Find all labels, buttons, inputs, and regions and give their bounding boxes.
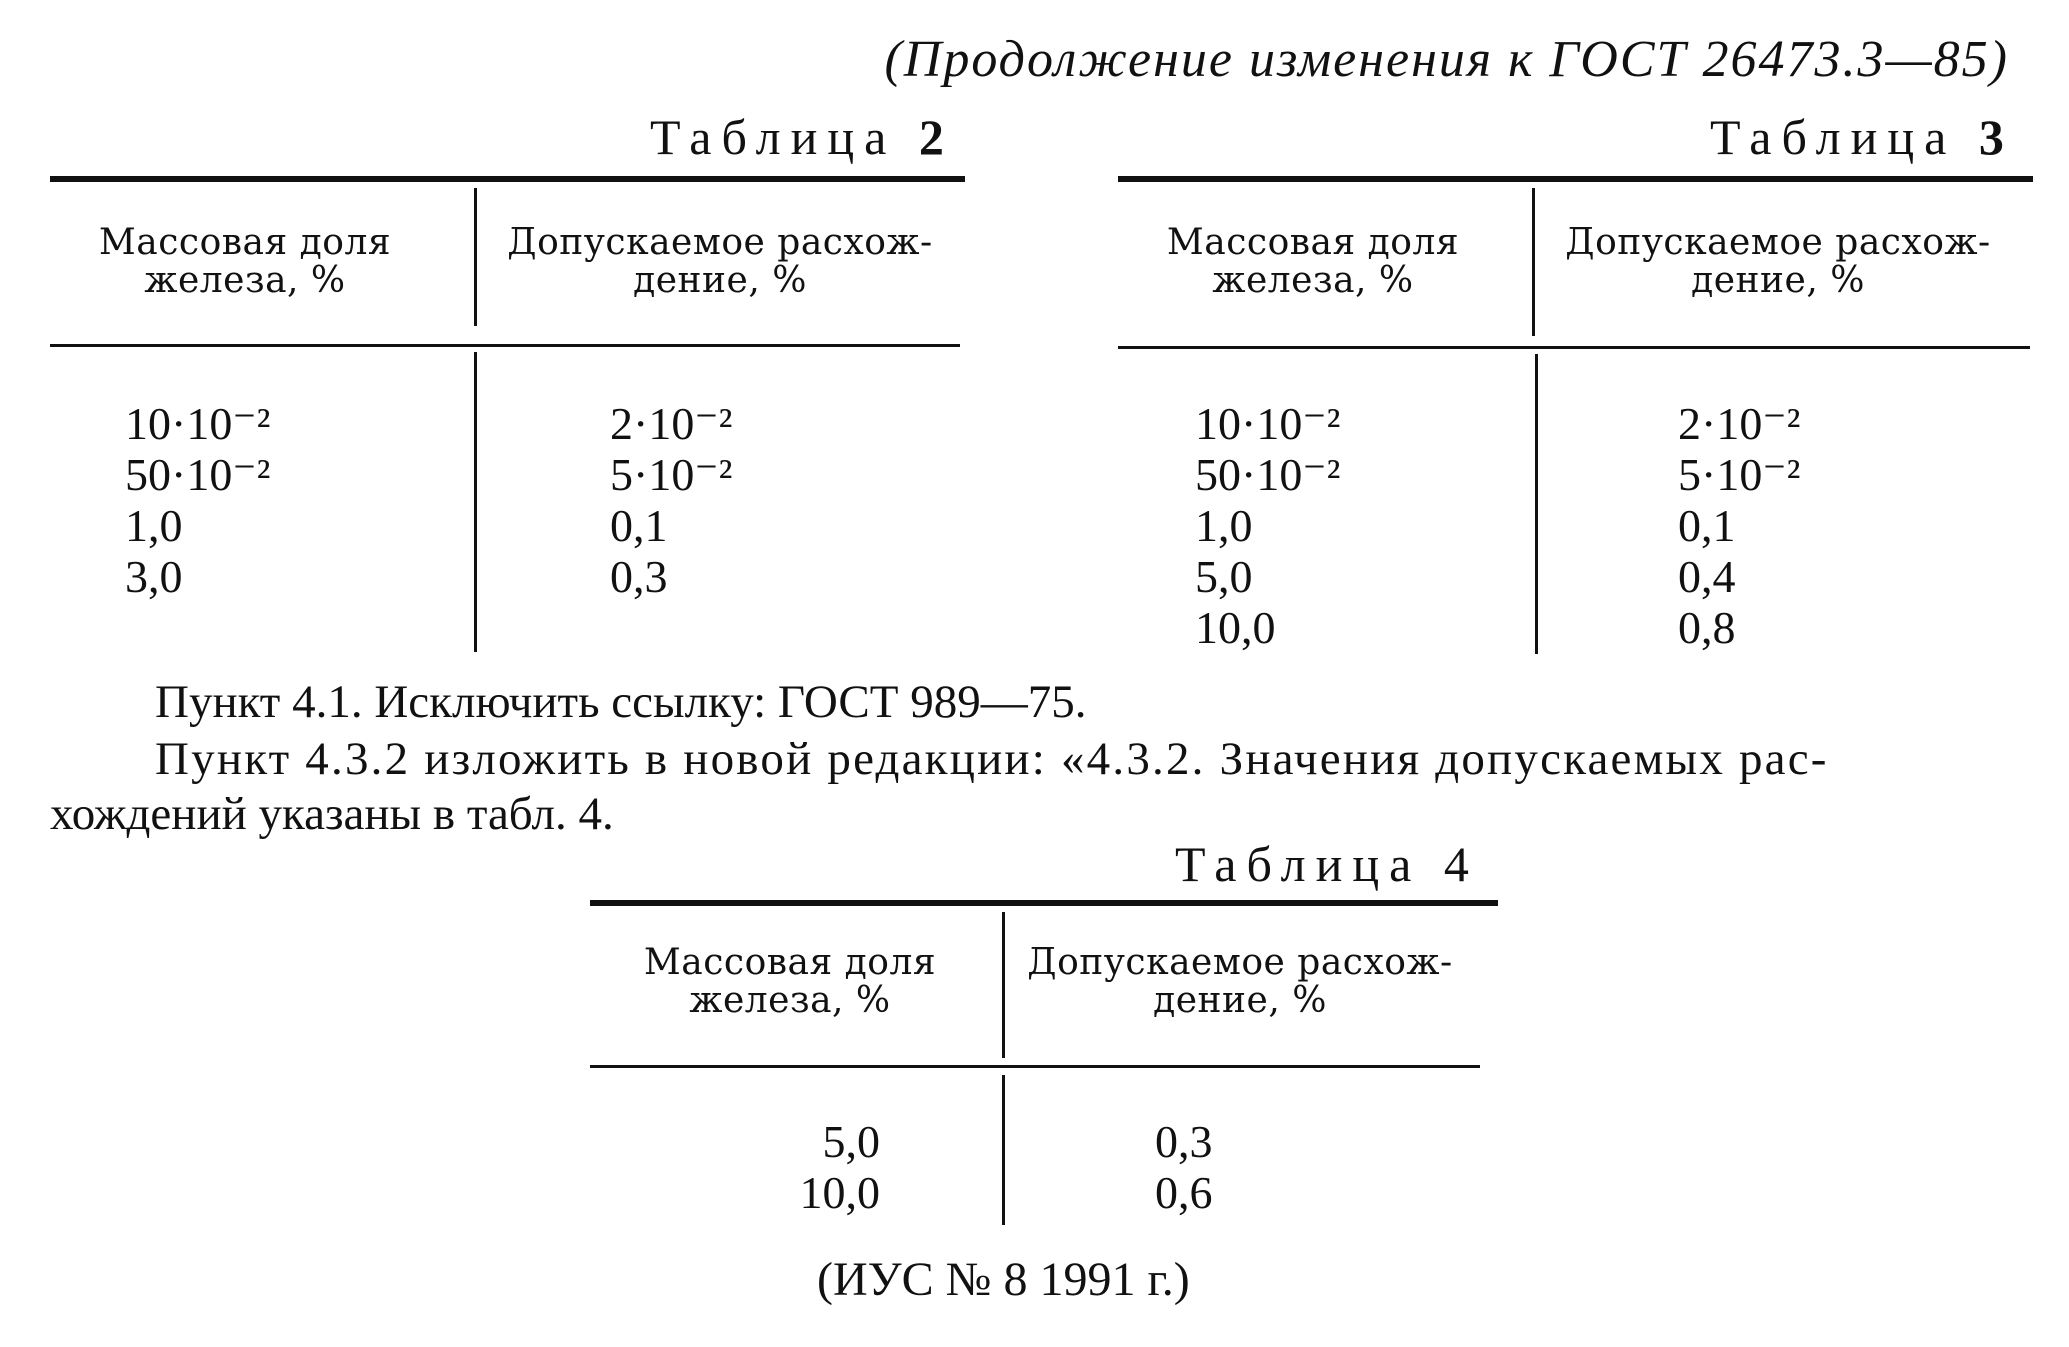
table-cell: 1,0 — [125, 500, 183, 551]
continuation-header: (Продолжение изменения к ГОСТ 26473.3—85) — [884, 31, 2009, 88]
table-cell: 10,0 — [1195, 602, 1276, 653]
table-cell: 50·10⁻² — [125, 449, 271, 500]
column-divider — [474, 352, 477, 652]
table-caption-number: 2 — [918, 109, 954, 165]
col1-header: Массовая доля железа, % — [98, 222, 392, 301]
col2-values — [1155, 1116, 1213, 1218]
table-cell: 0,3 — [610, 551, 668, 602]
col1-values — [700, 1116, 880, 1218]
col2-header: Допускаемое расхож-дение, % — [1027, 942, 1453, 1021]
col1-header: Массовая доля железа, % — [643, 942, 937, 1021]
table-top-rule — [1118, 176, 2033, 182]
table-caption-number: 4 — [1443, 836, 1479, 892]
table-cell: 0,4 — [1678, 551, 1736, 602]
paragraph-4-3-2-line2: хождений указаны в табл. 4. — [50, 788, 614, 840]
column-divider — [1535, 354, 1538, 654]
table-2 — [50, 176, 965, 656]
header-rule — [50, 344, 960, 347]
source-reference: (ИУС № 8 1991 г.) — [817, 1253, 1190, 1306]
table-cell: 2·10⁻² — [610, 398, 733, 449]
table-caption-word: Таблица — [650, 109, 897, 165]
table-cell: 10·10⁻² — [125, 398, 271, 449]
column-divider — [1002, 1075, 1005, 1225]
col2-header: Допускаемое расхож-дение, % — [1565, 222, 1991, 301]
table-caption-word: Таблица — [1175, 836, 1422, 892]
table-cell: 0,8 — [1678, 602, 1736, 653]
table-2-caption — [650, 108, 954, 166]
header-rule — [1118, 346, 2030, 349]
table-3 — [1118, 176, 2033, 656]
table-cell: 5·10⁻² — [610, 449, 733, 500]
table-cell: 0,6 — [1155, 1167, 1213, 1218]
col1-values — [125, 398, 270, 602]
table-cell: 2·10⁻² — [1678, 398, 1801, 449]
table-cell: 0,3 — [1155, 1116, 1213, 1167]
table-cell: 5,0 — [822, 1116, 880, 1167]
column-divider — [474, 188, 477, 326]
paragraph-4-3-2-line1: Пункт 4.3.2 изложить в новой редакции: «4.3.2. Значения допускаемых рас- — [155, 733, 1829, 785]
table-caption-number: 3 — [1978, 109, 2014, 165]
header-rule — [590, 1065, 1480, 1068]
table-cell: 10·10⁻² — [1195, 398, 1341, 449]
table-cell: 0,1 — [1678, 500, 1736, 551]
col1-values — [1195, 398, 1340, 653]
table-3-caption — [1710, 108, 2014, 166]
table-top-rule — [50, 176, 965, 182]
column-divider — [1002, 912, 1005, 1058]
col1-header: Массовая доля железа, % — [1166, 222, 1460, 301]
column-divider — [1532, 188, 1535, 336]
table-cell: 5,0 — [1195, 551, 1253, 602]
table-cell: 1,0 — [1195, 500, 1253, 551]
table-cell: 0,1 — [610, 500, 668, 551]
col2-header: Допускаемое расхож-дение, % — [507, 222, 933, 301]
table-4 — [590, 900, 1502, 1230]
table-top-rule — [590, 900, 1498, 906]
table-4-caption — [1175, 835, 1479, 893]
paragraph-4-1: Пункт 4.1. Исключить ссылку: ГОСТ 989—75. — [155, 676, 1087, 728]
table-cell: 50·10⁻² — [1195, 449, 1341, 500]
table-cell: 10,0 — [799, 1167, 880, 1218]
table-cell: 3,0 — [125, 551, 183, 602]
table-cell: 5·10⁻² — [1678, 449, 1801, 500]
col2-values — [610, 398, 732, 602]
col2-values — [1678, 398, 1800, 653]
table-caption-word: Таблица — [1710, 109, 1957, 165]
